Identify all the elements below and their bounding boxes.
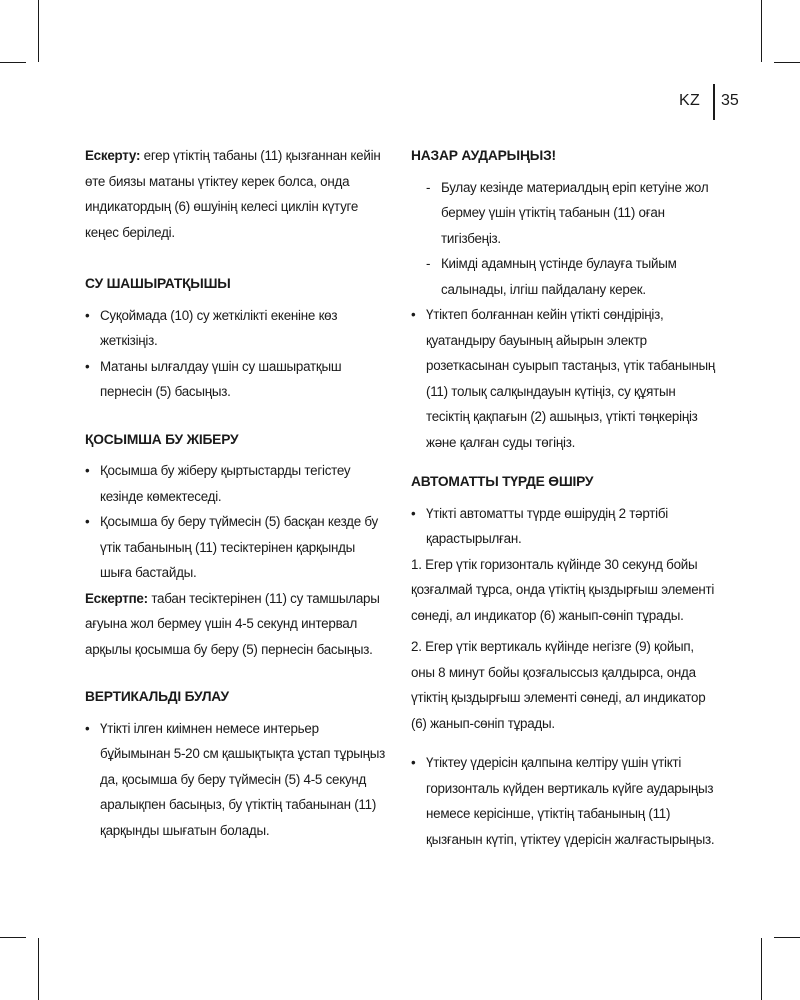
note-heat-sole: [85, 143, 387, 245]
right-column: [411, 143, 717, 852]
language-code: KZ: [679, 92, 701, 109]
auto-off-resume-list: [411, 750, 717, 852]
crop-mark: [761, 938, 762, 1000]
header-separator: [713, 84, 715, 120]
left-column: [85, 143, 387, 843]
list-item: • Үтікті ілген киімнен немесе интерьер бұйымынан 5-20 см қашықтықта ұстап тұрыңыз да, қосымша бу беру түймесін (5) 4-5 секунд аралықпен басыңыз, бу үтіктің табанынан (11) қарқынды шығатын болады.: [85, 716, 387, 844]
note-lead: Ескерту:: [85, 148, 141, 163]
section-title-attention: НАЗАР АУДАРЫҢЫЗ!: [411, 148, 556, 163]
list-item: • Матаны ылғалдау үшін су шашыратқыш пернесін (5) басыңыз.: [85, 354, 387, 405]
note-text: табан тесіктерінен (11) су тамшылары ағуына жол бермеу үшін 4-5 секунд интервал арқылы қосымша бу беру (5) пернесін басыңыз.: [85, 590, 380, 657]
list-item: - Киімді адамның үстінде булауға тыйым салынады, ілгіш пайдалану керек.: [411, 251, 717, 302]
note-lead: Ескертпе:: [85, 590, 148, 606]
list-item: • Үтіктеу үдерісін қалпына келтіру үшін үтікті горизонталь күйден вертикаль күйге аударыңыз немесе керісінше, үтіктің табанының (11) қызғанын күтіп, үтіктеу үдерісін жалғастырыңыз.: [411, 750, 717, 852]
list-item: • Үтіктеп болғаннан кейін үтікті сөндіріңіз, қуатандыру бауының айырын электр розеткасынан суырып тастаңыз, үтік табанының (11) толық салқындауын күтіңіз, су құятын тесіктің қақпағын (2) ашыңыз, үтікті төңкеріңіз және қалған суды төгіңіз.: [411, 302, 717, 455]
section-title-spray: СУ ШАШЫРАТҚЫШЫ: [85, 276, 231, 291]
section-title-auto-off: АВТОМАТТЫ ТҮРДЕ ӨШІРУ: [411, 474, 594, 489]
crop-mark: [0, 62, 26, 63]
note-steam-burst: [85, 586, 387, 663]
page-number: 35: [721, 92, 739, 109]
list-item: • Қосымша бу жіберу қыртыстарды тегістеу кезінде көмектеседі.: [85, 458, 387, 509]
crop-mark: [774, 937, 800, 938]
note-text: егер үтіктің табаны (11) қызғаннан кейін өте биязы матаны үтіктеу керек болса, онда индикатордың (6) өшуінің келесі циклін күтуге кеңес беріледі.: [85, 148, 381, 240]
crop-mark: [761, 0, 762, 62]
list-item: • Үтікті автоматты түрде өшірудің 2 тәртібі қарастырылған.: [411, 501, 717, 552]
list-item: - Булау кезінде материалдың еріп кетуіне жол бермеу үшін үтіктің табанын (11) оған тигізбеңіз.: [411, 175, 717, 252]
crop-mark: [38, 0, 39, 62]
list-item: • Қосымша бу беру түймесін (5) басқан кезде бу үтік табанының (11) тесіктерінен қарқынды шыға бастайды.: [85, 509, 387, 586]
vertical-steam-list: [85, 716, 387, 844]
auto-off-mode-1: 1. Егер үтік горизонталь күйінде 30 секунд бойы қозғалмай тұрса, онда үтіктің қыздырғыш элементі сөнеді, ал индикатор (6) жанып-сөніп тұрады.: [411, 556, 715, 623]
crop-mark: [0, 937, 26, 938]
steam-burst-list: [85, 458, 387, 586]
attention-bullet-list: [411, 302, 717, 455]
auto-off-mode-2: 2. Егер үтік вертикаль күйінде негізге (9) қойып, оны 8 минут бойы қозғалыссыз қалдырса, онда үтіктің қыздырғыш элементі сөнеді, ал индикатор (6) жанып-сөніп тұрады.: [411, 639, 706, 731]
auto-off-list: [411, 501, 717, 552]
crop-mark: [774, 62, 800, 63]
crop-mark: [38, 938, 39, 1000]
attention-dash-list: [411, 175, 717, 303]
section-title-steam-burst: ҚОСЫМША БУ ЖІБЕРУ: [85, 431, 239, 447]
list-item: • Суқоймада (10) су жеткілікті екеніне көз жеткізіңіз.: [85, 303, 387, 354]
section-title-vertical-steam: ВЕРТИКАЛЬДІ БУЛАУ: [85, 689, 229, 704]
spray-list: [85, 303, 387, 405]
